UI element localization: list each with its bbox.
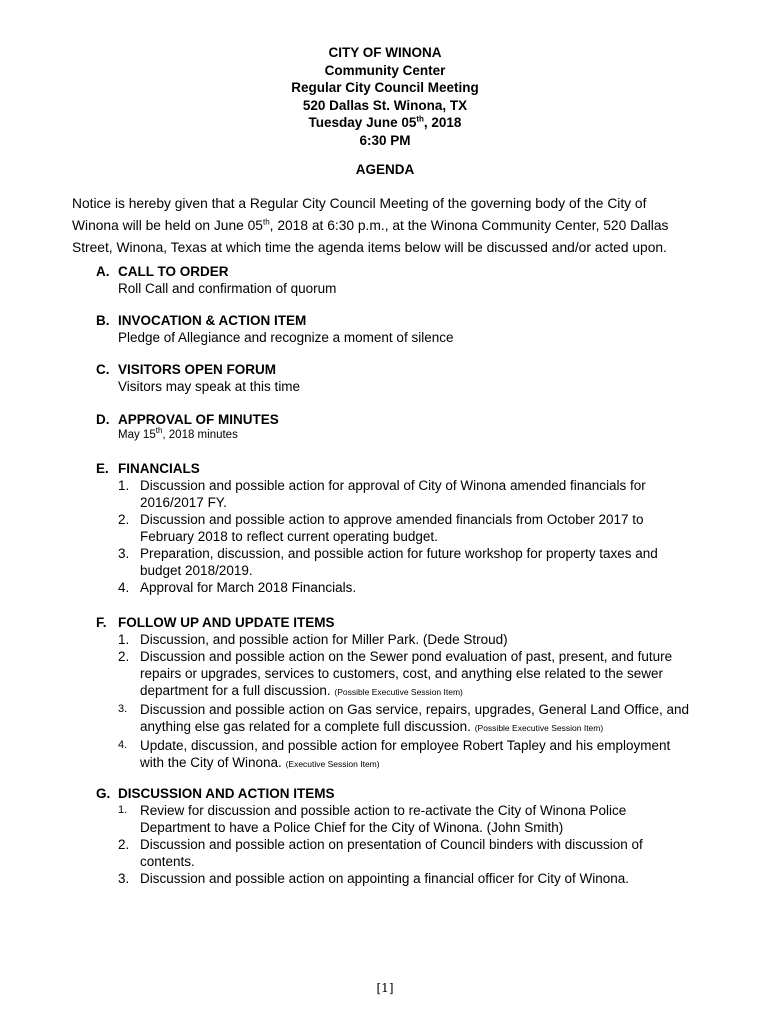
city-name: CITY OF WINONA	[328, 45, 442, 60]
meeting-header	[0, 44, 770, 149]
section-title: CALL TO ORDER	[118, 264, 229, 279]
section-letter: A.	[96, 264, 110, 279]
list-item: 1. Review for discussion and possible action to re-activate the City of Winona Police Department to have a Police Chief for the City of Winona. (John Smith)	[118, 803, 627, 835]
notice-paragraph: Notice is hereby given that a Regular City Council Meeting of the governing body of the City of Winona will be held on June 05th, 2018 at 6:30 p.m., at the Winona Community Center, 520 Dallas Street, Winona, Texas at which time the agenda items below will be discussed and/or acted upon.	[72, 196, 669, 255]
section-title: FOLLOW UP AND UPDATE ITEMS	[118, 615, 335, 630]
session-note: (Executive Session Item)	[285, 759, 380, 769]
list-item: 3. Discussion and possible action on appointing a financial officer for City of Winona.	[118, 871, 630, 886]
section-approval-of-minutes	[96, 411, 696, 443]
item-list	[96, 631, 696, 773]
meeting-type: Regular City Council Meeting	[291, 80, 479, 95]
section-title: INVOCATION & ACTION ITEM	[118, 313, 307, 328]
section-title: APPROVAL OF MINUTES	[118, 412, 279, 427]
address: 520 Dallas St. Winona, TX	[302, 97, 468, 113]
list-item: 4. Update, discussion, and possible action for employee Robert Tapley and his employment with the City of Winona. (Executive Session Item)	[118, 738, 671, 770]
meeting-date: Tuesday June 05th, 2018	[308, 114, 462, 130]
section-body: May 15th, 2018 minutes	[118, 426, 238, 441]
list-item: 1. Discussion, and possible action for Miller Park. (Dede Stroud)	[118, 632, 508, 647]
list-item: 2. Discussion and possible action on the Sewer pond evaluation of past, present, and future repairs or upgrades, services to customers, cost, and anything else related to the sewer department for a full discussion. (Possible Executive Session Item)	[118, 649, 673, 698]
section-letter: F.	[96, 615, 107, 630]
section-discussion-action	[96, 785, 696, 887]
section-title: VISITORS OPEN FORUM	[118, 362, 277, 377]
agenda-title: AGENDA	[355, 162, 415, 177]
section-body: Visitors may speak at this time	[118, 379, 301, 394]
section-letter: G.	[96, 786, 111, 801]
section-follow-up	[96, 614, 696, 773]
list-item: 4. Approval for March 2018 Financials.	[118, 580, 357, 595]
section-financials	[96, 460, 696, 596]
list-item: 3. Discussion and possible action on Gas service, repairs, upgrades, General Land Office, and anything else gas related for a complete full discussion. (Possible Executive Session Item)	[118, 702, 690, 734]
section-title: DISCUSSION AND ACTION ITEMS	[118, 786, 335, 801]
section-title: FINANCIALS	[118, 461, 200, 476]
section-letter: D.	[96, 412, 110, 427]
section-body: Pledge of Allegiance and recognize a moment of silence	[118, 330, 454, 345]
section-visitors-forum	[96, 361, 696, 395]
list-item: 3. Preparation, discussion, and possible action for future workshop for property taxes and budget 2018/2019.	[118, 546, 658, 578]
item-list	[96, 477, 696, 596]
session-note: (Possible Executive Session Item)	[334, 687, 463, 697]
list-item: 1. Discussion and possible action for approval of City of Winona amended financials for 2016/2017 FY.	[118, 478, 646, 510]
section-invocation	[96, 312, 696, 346]
list-item: 2. Discussion and possible action on presentation of Council binders with discussion of contents.	[118, 837, 643, 869]
section-letter: B.	[96, 313, 110, 328]
section-letter: E.	[96, 461, 109, 476]
meeting-time: 6:30 PM	[359, 132, 411, 148]
venue: Community Center	[324, 62, 446, 78]
item-list	[96, 802, 696, 887]
list-item: 2. Discussion and possible action to approve amended financials from October 2017 to February 2018 to reflect current operating budget.	[118, 512, 644, 544]
section-letter: C.	[96, 362, 110, 377]
session-note: (Possible Executive Session Item)	[474, 723, 604, 733]
section-call-to-order	[96, 263, 696, 297]
page-number: [1]	[376, 981, 394, 995]
section-body: Roll Call and confirmation of quorum	[118, 281, 337, 296]
